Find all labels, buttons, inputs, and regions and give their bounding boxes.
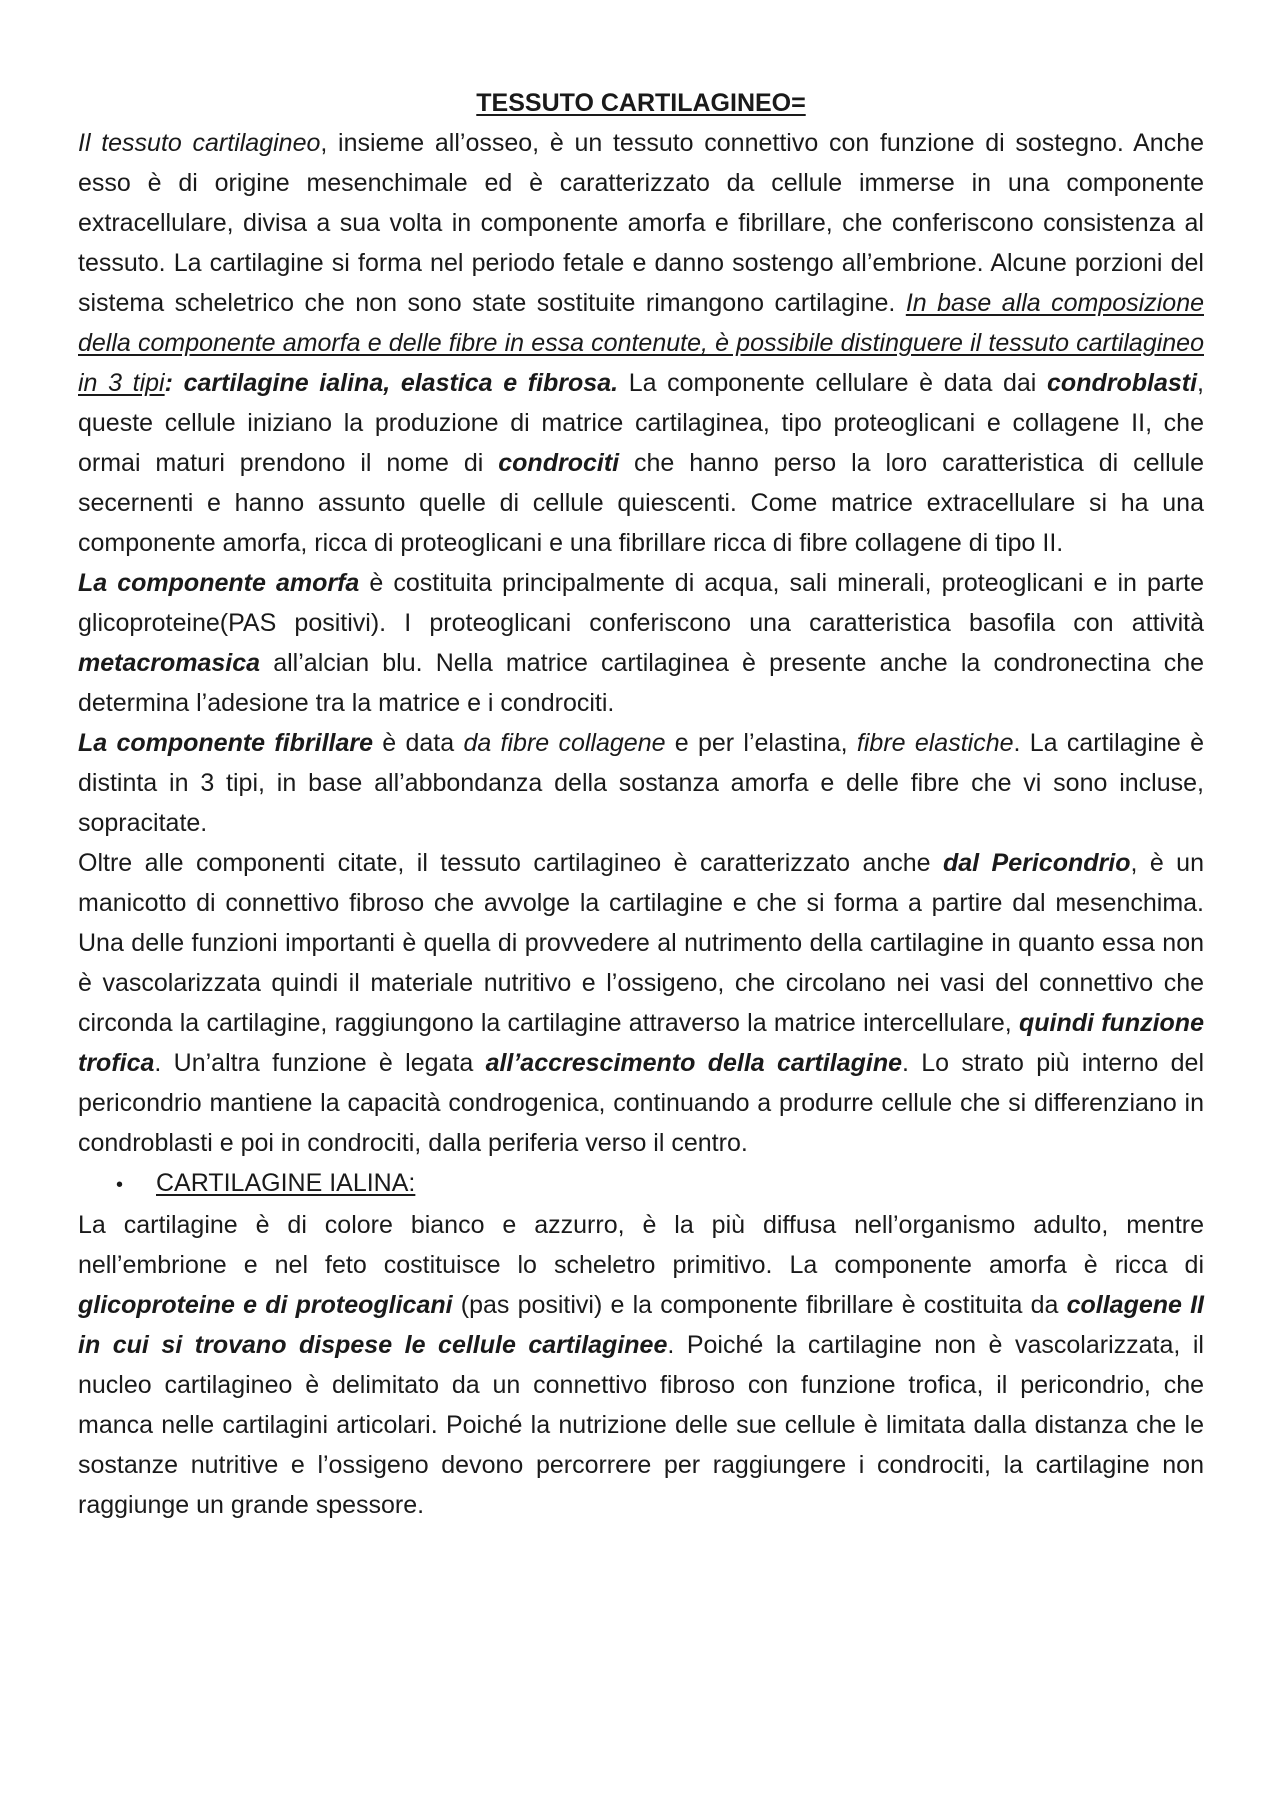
intro-text-1: , insieme all’osseo, è un tessuto connettivo con funzione di sostegno. Anche esso è di origine mesenchimale ed è caratterizzato da cellule immerse in una componente extracellulare, divisa a sua volta in componente amorfa e fibrillare, che conferiscono consistenza al tessuto. La cartilagine si forma nel periodo fetale e danno sostengo all’embrione. Alcune porzioni del sistema scheletrico che non sono state sostituite rimangono cartilagine. xyxy=(78,129,1204,317)
ialina-paragraph xyxy=(78,1205,1204,1525)
intro-text-4: che hanno perso la loro caratteristica di cellule secernenti e hanno assunto quelle di cellule quiescenti. Come matrice extracellulare si ha una componente amorfa, ricca di proteoglicani e una fibrillare ricca di fibre collagene di tipo II. xyxy=(78,449,1204,557)
term-accrescimento: all’accrescimento della cartilagine xyxy=(485,1049,903,1077)
term-pericondrio: dal Pericondrio xyxy=(943,849,1131,877)
term-glicoproteine: glicoproteine e di proteoglicani xyxy=(78,1291,453,1319)
term-condrociti: condrociti xyxy=(498,449,620,477)
section-label-ialina: CARTILAGINE IALINA: xyxy=(156,1169,416,1197)
amorphous-lead: La componente amorfa xyxy=(78,569,360,597)
intro-paragraph xyxy=(78,123,1204,563)
cartilage-types: cartilagine ialina, elastica e fibrosa. xyxy=(183,369,619,397)
term-funzione-trofica: quindi funzione trofica xyxy=(78,1009,1204,1077)
pericondrio-text-1: Oltre alle componenti citate, il tessuto cartilagineo è caratterizzato anche xyxy=(78,849,943,877)
term-collagene-ii: collagene II in cui si trovano dispese le cellule cartilaginee xyxy=(78,1291,1205,1359)
pericondrio-paragraph xyxy=(78,843,1204,1163)
intro-italic-term: Il tessuto cartilagineo xyxy=(78,129,321,157)
amorphous-text-1: è costituita principalmente di acqua, sali minerali, proteoglicani e in parte glicoproteine(PAS positivi). I proteoglicani conferiscono una caratteristica basofila con attività xyxy=(78,569,1204,637)
section-heading-ialina xyxy=(78,1163,1204,1205)
ialina-text-1: La cartilagine è di colore bianco e azzurro, è la più diffusa nell’organismo adulto, mentre nell’embrione e nel feto costituisce lo scheletro primitivo. La componente amorfa è ricca di xyxy=(78,1211,1204,1279)
intro-text-2: La componente cellulare è data dai xyxy=(618,369,1048,397)
intro-text-3: , queste cellule iniziano la produzione di matrice cartilaginea, tipo proteoglicani e collagene II, che ormai maturi prendono il nome di xyxy=(78,369,1204,477)
amorphous-paragraph xyxy=(78,563,1204,723)
term-fibre-collagene: da fibre collagene xyxy=(463,729,666,757)
intro-colon: : xyxy=(164,369,184,397)
fibrillar-text-3: . La cartilagine è distinta in 3 tipi, in base all’abbondanza della sostanza amorfa e delle fibre che vi sono incluse, sopracitate. xyxy=(78,729,1204,837)
page-title: TESSUTO CARTILAGINEO= xyxy=(476,89,806,117)
ialina-text-3: . Poiché la cartilagine non è vascolarizzata, il nucleo cartilagineo è delimitato da un connettivo fibroso con funzione trofica, il pericondrio, che manca nelle cartilagini articolari. Poiché la nutrizione delle sue cellule è limitata dalla distanza che le sostanze nutritive e l’ossigeno devono percorrere per raggiungere i condrociti, la cartilagine non raggiunge un grande spessore. xyxy=(78,1331,1204,1519)
term-metacromasica: metacromasica xyxy=(78,649,261,677)
fibrillar-text-1: è data xyxy=(373,729,464,757)
ialina-text-2: (pas positivi) e la componente fibrillare è costituita da xyxy=(452,1291,1067,1319)
bullet-icon: • xyxy=(116,1174,124,1196)
term-fibre-elastiche: fibre elastiche xyxy=(856,729,1014,757)
pericondrio-text-4: . Lo strato più interno del pericondrio mantiene la capacità condrogenica, continuando a produrre cellule che si differenziano in condroblasti e poi in condrociti, dalla periferia verso il centro. xyxy=(78,1049,1204,1157)
amorphous-text-2: all’alcian blu. Nella matrice cartilaginea è presente anche la condronectina che determina l’adesione tra la matrice e i condrociti. xyxy=(78,649,1204,717)
fibrillar-lead: La componente fibrillare xyxy=(78,729,374,757)
term-condroblasti: condroblasti xyxy=(1047,369,1198,397)
pericondrio-text-3: . Un’altra funzione è legata xyxy=(154,1049,486,1077)
fibrillar-text-2: e per l’elastina, xyxy=(665,729,857,757)
fibrillar-paragraph xyxy=(78,723,1204,843)
intro-underlined-sentence: In base alla composizione della componente amorfa e delle fibre in essa contenute, è possibile distinguere il tessuto cartilagineo in 3 tipi xyxy=(78,289,1204,397)
pericondrio-text-2: , è un manicotto di connettivo fibroso che avvolge la cartilagine e che si forma a partire dal mesenchima. Una delle funzioni importanti è quella di provvedere al nutrimento della cartilagine in quanto essa non è vascolarizzata quindi il materiale nutritivo e l’ossigeno, che circolano nei vasi del connettivo che circonda la cartilagine, raggiungono la cartilagine attraverso la matrice intercellulare, xyxy=(78,849,1204,1037)
